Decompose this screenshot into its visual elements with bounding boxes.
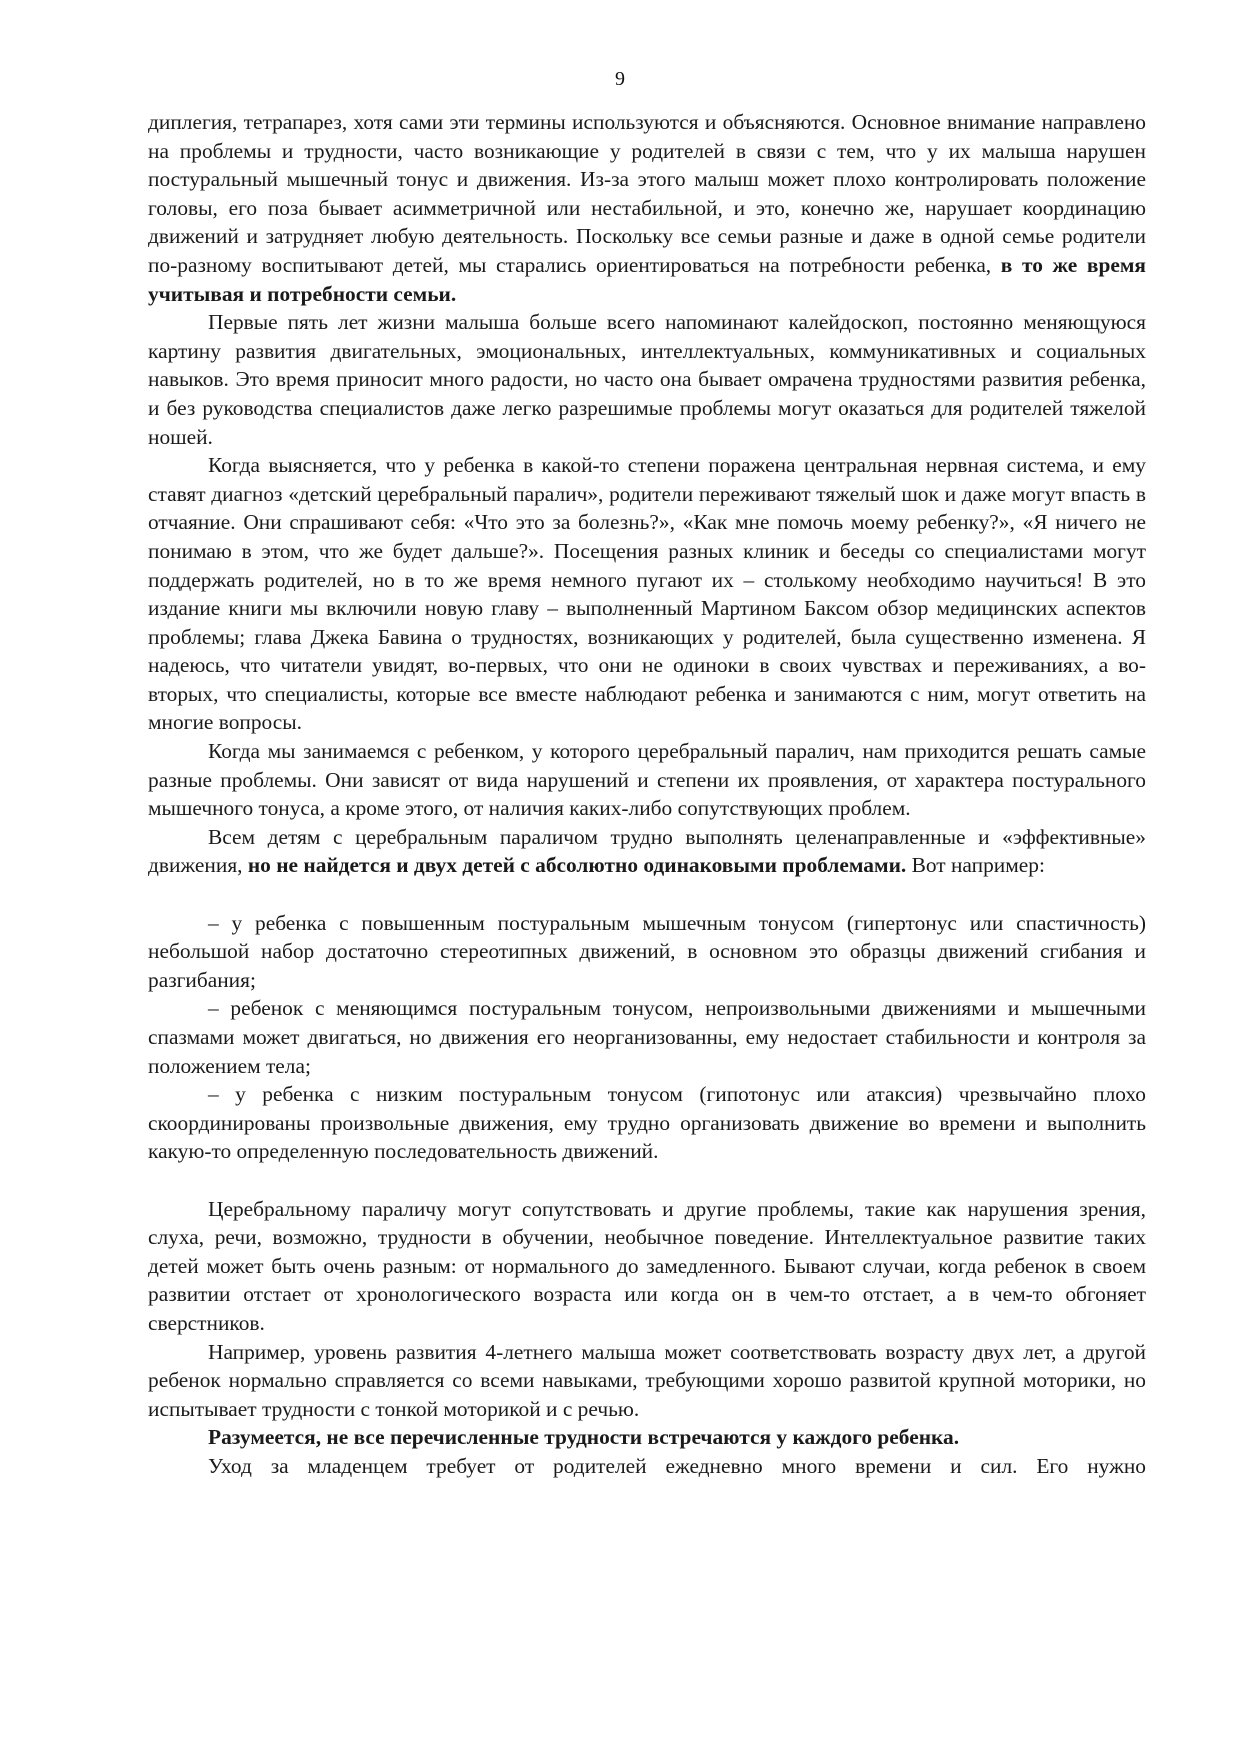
list-item: – у ребенка с низким постуральным тонусом (гипотонус или атаксия) чрезвычайно плохо скоординированы произвольные движения, ему трудно организовать движение во времени и выполнить какую-то определенную последовательность движений. xyxy=(148,1082,1146,1164)
document-body xyxy=(148,108,1146,1481)
list-item: – ребенок с меняющимся постуральным тонусом, непроизвольными движениями и мышечными спазмами может двигаться, но движения его неорганизованны, ему недостает стабильности и контроля за положением тела; xyxy=(148,996,1146,1078)
paragraph: Когда мы занимаемся с ребенком, у которого церебральный паралич, нам приходится решать самые разные проблемы. Они зависят от вида нарушений и степени их проявления, от характера постурального мышечного тонуса, а кроме этого, от наличия каких-либо сопутствующих проблем. xyxy=(148,739,1146,821)
paragraph: Когда выясняется, что у ребенка в какой-то степени поражена центральная нервная система, и ему ставят диагноз «детский церебральный паралич», родители переживают тяжелый шок и даже могут впасть в отчаяние. Они спрашивают себя: «Что это за болезнь?», «Как мне помочь моему ребенку?», «Я ничего не понимаю в этом, что же будет дальше?». Посещения разных клиник и беседы со специалистами могут поддержать родителей, но в то же время немного пугают их – столькому необходимо научиться! В это издание книги мы включили новую главу – выполненный Мартином Баксом обзор медицинских аспектов проблемы; глава Джека Бавина о трудностях, возникающих у родителей, была существенно изменена. Я надеюсь, что читатели увидят, во-первых, что они не одиноки в своих чувствах и переживаниях, а во-вторых, что специалисты, которые все вместе наблюдают ребенка и занимаются с ним, могут ответить на многие вопросы. xyxy=(148,453,1146,735)
bold-emphasis: но не найдется и двух детей с абсолютно одинаковыми проблемами. xyxy=(247,853,907,878)
paragraph: Например, уровень развития 4-летнего малыша может соответствовать возрасту двух лет, а другой ребенок нормально справляется со всеми навыками, требующими хорошо развитой крупной моторики, но испытывает трудности с тонкой моторикой и с речью. xyxy=(148,1339,1146,1421)
paragraph: Церебральному параличу могут сопутствовать и другие проблемы, такие как нарушения зрения, слуха, речи, возможно, трудности в обучении, необычное поведение. Интеллектуальное развитие таких детей может быть очень разным: от нормального до замедленного. Бывают случаи, когда ребенок в своем развитии отстает от хронологического возраста или когда он в чем-то отстает, а в чем-то обгоняет сверстников. xyxy=(148,1196,1146,1335)
page-number: 9 xyxy=(615,68,625,90)
paragraph: Уход за младенцем требует от родителей ежедневно много времени и сил. Его нужно xyxy=(208,1453,1146,1478)
list-item: – у ребенка с повышенным постуральным мышечным тонусом (гипертонус или спастичность) небольшой набор достаточно стереотипных движений, в основном это образцы движений сгибания и разгибания; xyxy=(148,910,1146,992)
bold-statement xyxy=(148,1423,1146,1452)
paragraph-continuation xyxy=(148,108,1146,308)
paragraph-text: Всем детям с церебральным параличом трудно выполнять целенаправленные и «эффективные» движения, xyxy=(148,824,1146,878)
paragraph-text: Вот например: xyxy=(906,853,1045,878)
blank-line xyxy=(148,1166,1146,1195)
blank-line xyxy=(148,880,1146,909)
paragraph xyxy=(148,823,1146,880)
paragraph: Первые пять лет жизни малыша больше всего напоминают калейдоскоп, постоянно меняющуюся картину развития двигательных, эмоциональных, интеллектуальных, коммуникативных и социальных навыков. Это время приносит много радости, но часто она бывает омрачена трудностями развития ребенка, и без руководства специалистов даже легко разрешимые проблемы могут оказаться для родителей тяжелой ношей. xyxy=(148,310,1146,449)
bold-emphasis: в то же время учитывая и потребности семьи. xyxy=(148,252,1146,306)
bold-emphasis: Разумеется, не все перечисленные трудности встречаются у каждого ребенка. xyxy=(208,1425,960,1450)
paragraph-text: диплегия, тетрапарез, хотя сами эти термины используются и объясняются. Основное внимание направлено на проблемы и трудности, часто возникающие у родителей в связи с тем, что у их малыша нарушен постуральный мышечный тонус и движения. Из-за этого малыш может плохо контролировать положение головы, его поза бывает асимметричной или нестабильной, и это, конечно же, нарушает координацию движений и затрудняет любую деятельность. Поскольку все семьи разные и даже в одной семье родители по-разному воспитывают детей, мы старались ориентироваться на потребности ребенка, xyxy=(148,110,1146,277)
